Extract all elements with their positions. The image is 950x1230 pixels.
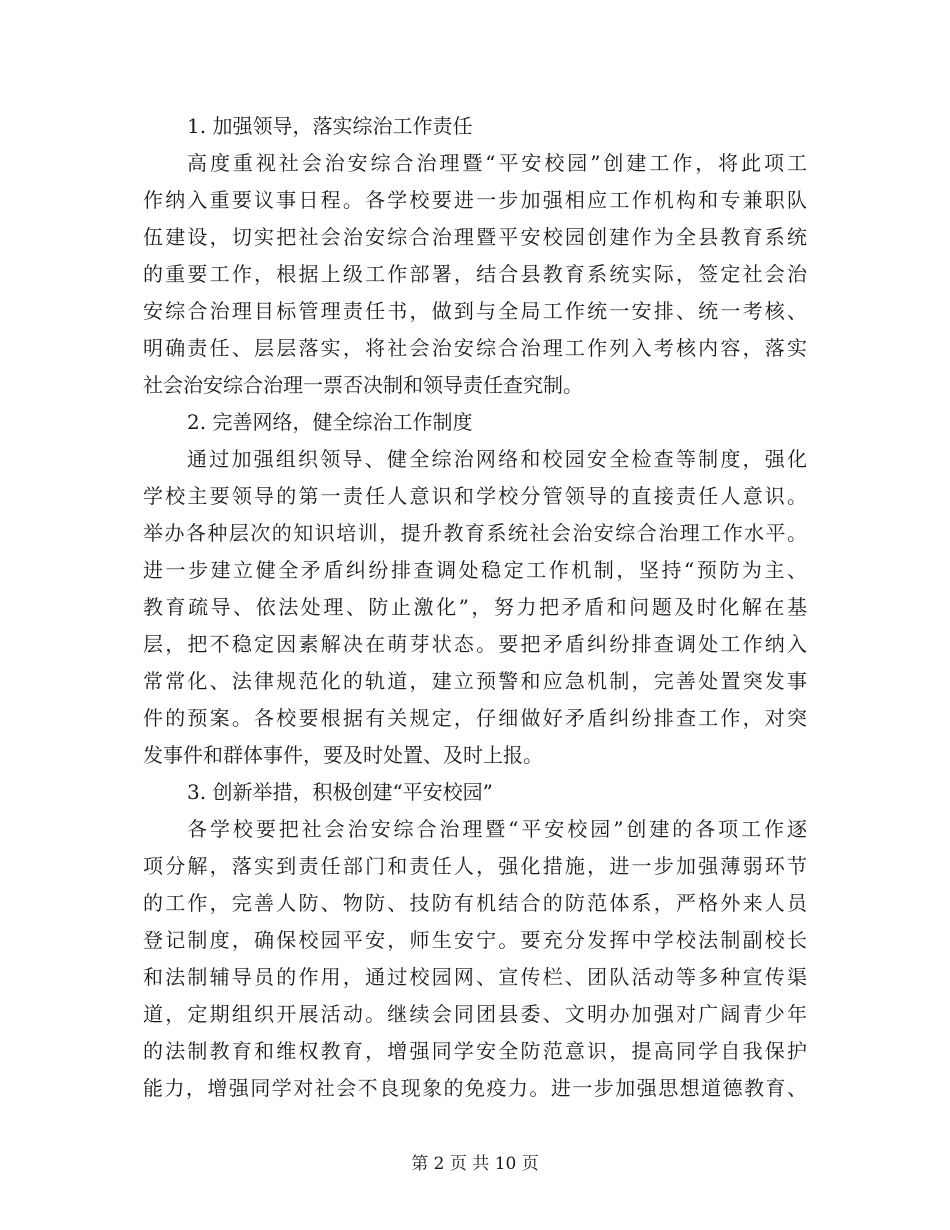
paragraph-line: 各学校要把社会治安综合治理暨“平安校园”创建的各项工作逐: [187, 817, 807, 841]
paragraph-line: 的法制教育和维权教育，增强同学安全防范意识，提高同学自我保护: [143, 1039, 807, 1063]
paragraph-line: 层，把不稳定因素解决在萌芽状态。要把矛盾纠纷排查调处工作纳入: [143, 632, 807, 656]
paragraph-line: 教育疏导、依法处理、防止激化”，努力把矛盾和问题及时化解在基: [143, 595, 807, 619]
paragraph: [143, 811, 807, 1107]
paragraph-line: 发事件和群体事件，要及时处置、及时上报。: [143, 743, 543, 767]
paragraph-line: 常常化、法律规范化的轨道，建立预警和应急机制，完善处置突发事: [143, 669, 807, 693]
paragraph-line: 道，定期组织开展活动。继续会同团县委、文明办加强对广阔青少年: [143, 1002, 807, 1026]
paragraph-line: 通过加强组织领导、健全综治网络和校园安全检查等制度，强化: [187, 447, 807, 471]
section-heading: 2. 完善网络，健全综治工作制度: [187, 410, 473, 434]
paragraph-line: 的重要工作，根据上级工作部署，结合县教育系统实际，签定社会治: [143, 262, 807, 286]
paragraph-line: 件的预案。各校要根据有关规定，仔细做好矛盾纠纷排查工作，对突: [143, 706, 807, 730]
document-body: [143, 108, 807, 1107]
paragraph-line: 安综合治理目标管理责任书，做到与全局工作统一安排、统一考核、: [143, 299, 807, 323]
paragraph-line: 的工作，完善人防、物防、技防有机结合的防范体系，严格外来人员: [143, 891, 807, 915]
paragraph-line: 项分解，落实到责任部门和责任人，强化措施，进一步加强薄弱环节: [143, 854, 807, 878]
section-heading: 1. 加强领导，落实综治工作责任: [187, 114, 473, 138]
paragraph-line: 学校主要领导的第一责任人意识和学校分管领导的直接责任人意识。: [143, 484, 807, 508]
paragraph: [143, 145, 807, 404]
paragraph-line: 伍建设，切实把社会治安综合治理暨平安校园创建作为全县教育系统: [143, 225, 807, 249]
paragraph-line: 能力，增强同学对社会不良现象的免疫力。进一步加强思想道德教育、: [143, 1076, 807, 1100]
paragraph-line: 和法制辅导员的作用，通过校园网、宣传栏、团队活动等多种宣传渠: [143, 965, 807, 989]
paragraph-line: 社会治安综合治理一票否决制和领导责任查究制。: [143, 373, 583, 397]
paragraph-line: 高度重视社会治安综合治理暨“平安校园”创建工作，将此项工: [187, 151, 807, 175]
paragraph-line: 登记制度，确保校园平安，师生安宁。要充分发挥中学校法制副校长: [143, 928, 807, 952]
paragraph-line: 进一步建立健全矛盾纠纷排查调处稳定工作机制，坚持“预防为主、: [143, 558, 807, 582]
section-heading: 3. 创新举措，积极创建“平安校园”: [187, 780, 493, 804]
paragraph: [143, 441, 807, 774]
page-number-footer: 第 2 页 共 10 页: [411, 1154, 539, 1174]
paragraph-line: 明确责任、层层落实，将社会治安综合治理工作列入考核内容，落实: [143, 336, 807, 360]
paragraph-line: 作纳入重要议事日程。各学校要进一步加强相应工作机构和专兼职队: [143, 188, 807, 212]
paragraph-line: 举办各种层次的知识培训，提升教育系统社会治安综合治理工作水平。: [143, 521, 807, 545]
